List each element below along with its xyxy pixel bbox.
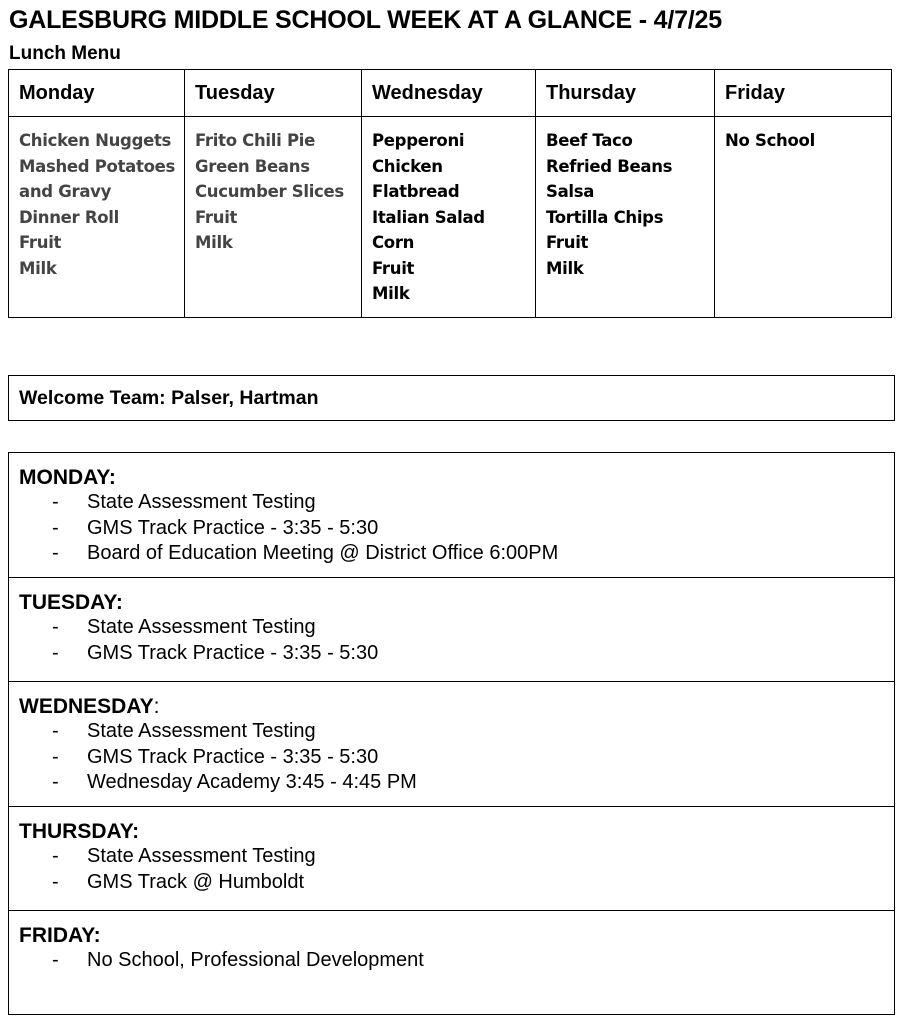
menu-item: Frito Chili Pie xyxy=(195,131,315,150)
day-title: THURSDAY: xyxy=(19,820,140,843)
event-item: - State Assessment Testing xyxy=(52,491,316,513)
lunch-menu-items-row xyxy=(9,117,892,318)
menu-item: Italian Salad xyxy=(372,207,485,227)
weekly-schedule xyxy=(8,452,895,1015)
lunch-header-thursday: Thursday xyxy=(536,70,715,117)
menu-item: and Gravy xyxy=(19,182,112,201)
event-list xyxy=(19,615,894,666)
schedule-day-tuesday xyxy=(9,578,894,682)
menu-item: Green Beans xyxy=(195,156,310,176)
event-item: - State Assessment Testing xyxy=(52,845,316,867)
event-item: - Board of Education Meeting @ District Office 6:00PM xyxy=(52,542,559,564)
event-item: - No School, Professional Development xyxy=(52,949,424,971)
event-item: - GMS Track Practice - 3:35 - 5:30 xyxy=(52,516,379,539)
schedule-day-friday xyxy=(9,911,894,1015)
menu-item: Milk xyxy=(195,233,233,252)
lunch-header-wednesday: Wednesday xyxy=(362,70,536,117)
menu-item: Flatbread xyxy=(372,182,460,201)
menu-item: Fruit xyxy=(19,233,62,252)
menu-item: Chicken Nuggets xyxy=(19,131,172,150)
menu-item: No School xyxy=(725,131,815,150)
event-list xyxy=(19,844,894,895)
schedule-day-wednesday xyxy=(9,682,894,807)
menu-item: Tortilla Chips xyxy=(546,207,664,227)
event-list xyxy=(19,719,894,796)
event-item: - GMS Track Practice - 3:35 - 5:30 xyxy=(52,641,379,664)
menu-item: Fruit xyxy=(195,207,238,227)
event-item: - GMS Track @ Humboldt xyxy=(52,870,305,893)
menu-item: Milk xyxy=(19,258,57,278)
day-title: WEDNESDAY: xyxy=(19,695,160,718)
menu-item: Milk xyxy=(372,284,410,303)
day-title: TUESDAY: xyxy=(19,591,123,614)
page-title: GALESBURG MIDDLE SCHOOL WEEK AT A GLANCE - 4/7/25 xyxy=(9,6,722,34)
menu-item: Corn xyxy=(372,233,415,252)
menu-item: Fruit xyxy=(372,258,415,278)
lunch-cell-wednesday xyxy=(362,117,536,318)
event-item: - GMS Track Practice - 3:35 - 5:30 xyxy=(52,745,379,768)
schedule-day-thursday xyxy=(9,807,894,911)
event-item: - Wednesday Academy 3:45 - 4:45 PM xyxy=(52,771,417,793)
menu-item: Pepperoni xyxy=(372,131,465,150)
day-title: MONDAY: xyxy=(19,466,116,489)
lunch-cell-thursday xyxy=(536,117,715,318)
welcome-team-box xyxy=(8,375,895,421)
schedule-day-monday xyxy=(9,453,894,578)
menu-item: Chicken xyxy=(372,156,443,176)
menu-item: Milk xyxy=(546,258,584,278)
day-title: FRIDAY: xyxy=(19,924,101,947)
lunch-menu-heading: Lunch Menu xyxy=(9,43,121,64)
menu-item: Cucumber Slices xyxy=(195,182,344,201)
menu-item: Refried Beans xyxy=(546,156,673,176)
lunch-header-friday: Friday xyxy=(715,70,892,117)
lunch-header-monday: Monday xyxy=(9,70,185,117)
event-item: - State Assessment Testing xyxy=(52,720,316,742)
menu-item: Salsa xyxy=(546,182,595,201)
lunch-cell-friday xyxy=(715,117,892,318)
menu-item: Dinner Roll xyxy=(19,207,119,227)
event-list xyxy=(19,490,894,567)
lunch-cell-tuesday xyxy=(185,117,362,318)
menu-item: Mashed Potatoes xyxy=(19,156,176,176)
lunch-header-tuesday: Tuesday xyxy=(185,70,362,117)
lunch-menu-header-row xyxy=(9,70,892,117)
welcome-team-text: Welcome Team: Palser, Hartman xyxy=(19,386,319,409)
lunch-cell-monday xyxy=(9,117,185,318)
event-item: - State Assessment Testing xyxy=(52,616,316,638)
event-list xyxy=(19,948,894,974)
lunch-menu-table xyxy=(8,69,892,318)
menu-item: Beef Taco xyxy=(546,131,633,150)
menu-item: Fruit xyxy=(546,233,589,252)
